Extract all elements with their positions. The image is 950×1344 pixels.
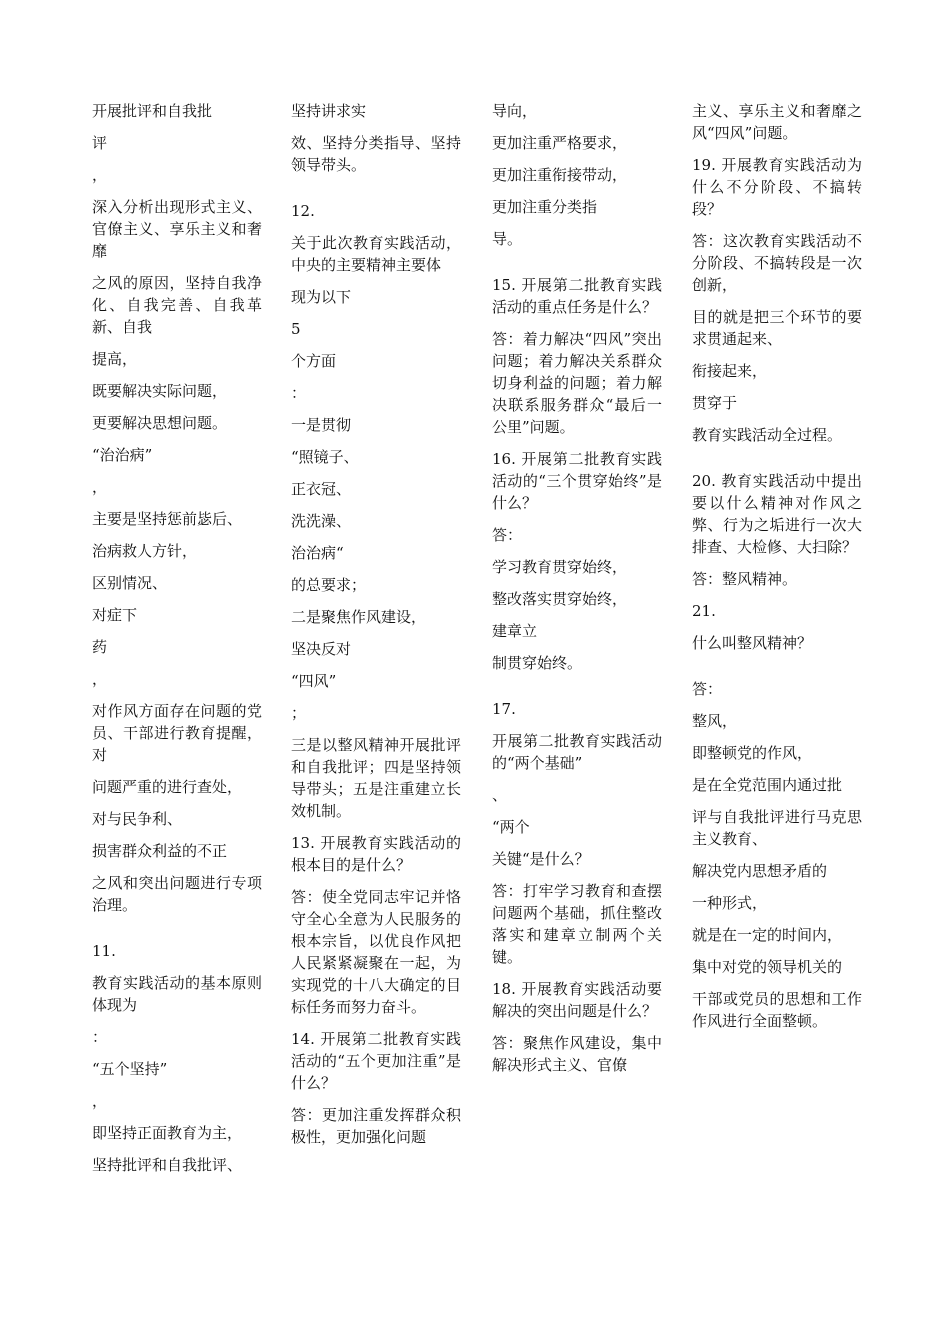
paragraph: 答：聚焦作风建设，集中解决形式主义、官僚 — [492, 1034, 662, 1074]
paragraph: 关于此次教育实践活动，中央的主要精神主要体 — [291, 234, 461, 274]
paragraph: ， — [92, 166, 108, 184]
paragraph: “照镜子、 — [291, 448, 359, 466]
paragraph: 深入分析出现形式主义、官僚主义、享乐主义和奢靡 — [92, 198, 262, 260]
paragraph: 教育实践活动的基本原则体现为 — [92, 974, 262, 1014]
text-column-1 — [92, 100, 262, 1186]
paragraph: 关键“是什么？ — [492, 850, 590, 868]
paragraph: 治病救人方针， — [92, 542, 198, 560]
paragraph: 现为以下 — [291, 288, 352, 306]
paragraph: 衔接起来， — [692, 362, 768, 380]
paragraph: 答：整风精神。 — [692, 570, 798, 588]
paragraph: 贯穿于 — [692, 394, 738, 412]
paragraph: 洗洗澡、 — [291, 512, 352, 530]
paragraph: 坚持讲求实 — [291, 102, 367, 120]
paragraph: 药 — [92, 638, 108, 656]
paragraph: 二是聚焦作风建设， — [291, 608, 427, 626]
paragraph: 坚决反对 — [291, 640, 352, 658]
text-column-3 — [492, 100, 662, 1086]
paragraph: 目的就是把三个环节的要求贯通起来、 — [692, 308, 862, 348]
paragraph: 更加注重分类指 — [492, 198, 598, 216]
paragraph: 对与民争利、 — [92, 810, 183, 828]
paragraph: 是在全党范围内通过批 — [692, 776, 843, 794]
paragraph: 学习教育贯穿始终， — [492, 558, 628, 576]
text-column-4 — [692, 100, 862, 1042]
paragraph: 一是贯彻 — [291, 416, 352, 434]
paragraph: 13. 开展教育实践活动的根本目的是什么？ — [291, 834, 461, 874]
paragraph: 答：这次教育实践活动不分阶段、不搞转段是一次创新， — [692, 232, 862, 294]
paragraph: 5 — [291, 320, 301, 338]
paragraph: 14. 开展第二批教育实践活动的“五个更加注重”是什么？ — [291, 1030, 461, 1092]
paragraph: 即整顿党的作风， — [692, 744, 813, 762]
paragraph: 的总要求； — [291, 576, 367, 594]
paragraph: ， — [92, 478, 108, 496]
paragraph: 导向， — [492, 102, 538, 120]
paragraph: “四风” — [291, 672, 337, 690]
paragraph: 答：使全党同志牢记并恪守全心全意为人民服务的根本宗旨，以优良作风把人民紧紧凝聚在一起，为实现党的十八大确定的目标任务而努力奋斗。 — [291, 888, 461, 1016]
paragraph: 导。 — [492, 230, 523, 248]
paragraph: 个方面 — [291, 352, 337, 370]
paragraph: 损害群众利益的不正 — [92, 842, 228, 860]
paragraph: 就是在一定的时间内， — [692, 926, 843, 944]
paragraph: 答： — [692, 680, 723, 698]
paragraph: 更加注重衔接带动， — [492, 166, 628, 184]
paragraph: 对作风方面存在问题的党员、干部进行教育提醒，对 — [92, 702, 262, 764]
paragraph: 开展第二批教育实践活动的“两个基础” — [492, 732, 662, 772]
paragraph: 教育实践活动全过程。 — [692, 426, 843, 444]
paragraph: 11. — [92, 942, 116, 960]
paragraph: 之风的原因，坚持自我净化、自我完善、自我革新、自我 — [92, 274, 262, 336]
paragraph: 答：打牢学习教育和查摆问题两个基础，抓住整改落实和建章立制两个关键。 — [492, 882, 662, 966]
paragraph: 制贯穿始终。 — [492, 654, 583, 672]
paragraph: 三是以整风精神开展批评和自我批评；四是坚持领导带头；五是注重建立长效机制。 — [291, 736, 461, 820]
paragraph: “五个坚持” — [92, 1060, 168, 1078]
paragraph: 开展批评和自我批 — [92, 102, 213, 120]
paragraph: 评 — [92, 134, 108, 152]
paragraph: 18. 开展教育实践活动要解决的突出问题是什么？ — [492, 980, 662, 1020]
paragraph: 答： — [492, 526, 523, 544]
paragraph: 问题严重的进行查处， — [92, 778, 243, 796]
paragraph: 更要解决思想问题。 — [92, 414, 228, 432]
paragraph: “治治病” — [92, 446, 153, 464]
paragraph: “两个 — [492, 818, 530, 836]
paragraph: 治治病“ — [291, 544, 344, 562]
paragraph: 对症下 — [92, 606, 138, 624]
paragraph: 什么叫整风精神？ — [692, 634, 813, 652]
paragraph: 坚持批评和自我批评、 — [92, 1156, 243, 1174]
paragraph: 、 — [492, 786, 508, 804]
paragraph: 答：着力解决“四风”突出问题；着力解决关系群众切身利益的问题；着力解决联系服务群众“最后一公里”问题。 — [492, 330, 662, 436]
paragraph: 正衣冠、 — [291, 480, 352, 498]
paragraph: 即坚持正面教育为主， — [92, 1124, 243, 1142]
paragraph: 解决党内思想矛盾的 — [692, 862, 828, 880]
paragraph: 12. — [291, 202, 315, 220]
paragraph: 19. 开展教育实践活动为什么不分阶段、不搞转段？ — [692, 156, 862, 218]
paragraph: 之风和突出问题进行专项治理。 — [92, 874, 262, 914]
paragraph: 答：更加注重发挥群众积极性，更加强化问题 — [291, 1106, 461, 1146]
paragraph: 更加注重严格要求， — [492, 134, 628, 152]
paragraph: 评与自我批评进行马克思主义教育、 — [692, 808, 862, 848]
paragraph: ； — [291, 704, 307, 722]
paragraph: 提高， — [92, 350, 138, 368]
paragraph: 主义、享乐主义和奢靡之风“四风”问题。 — [692, 102, 862, 142]
paragraph: 集中对党的领导机关的 — [692, 958, 843, 976]
paragraph: 建章立 — [492, 622, 538, 640]
paragraph: 干部或党员的思想和工作作风进行全面整顿。 — [692, 990, 862, 1030]
paragraph: 主要是坚持惩前毖后、 — [92, 510, 243, 528]
paragraph: ， — [92, 670, 108, 688]
paragraph: 区别情况、 — [92, 574, 168, 592]
paragraph: 17. — [492, 700, 516, 718]
paragraph: 21. — [692, 602, 716, 620]
paragraph: 效、坚持分类指导、坚持领导带头。 — [291, 134, 461, 174]
paragraph: 20. 教育实践活动中提出要以什么精神对作风之弊、行为之垢进行一次大排查、大检修、大扫除？ — [692, 472, 862, 556]
paragraph: 16. 开展第二批教育实践活动的“三个贯穿始终”是什么？ — [492, 450, 662, 512]
text-column-2 — [291, 100, 461, 1158]
paragraph: ： — [291, 384, 307, 402]
paragraph: 整风， — [692, 712, 738, 730]
paragraph: 一种形式， — [692, 894, 768, 912]
paragraph: 15. 开展第二批教育实践活动的重点任务是什么？ — [492, 276, 662, 316]
paragraph: 既要解决实际问题， — [92, 382, 228, 400]
paragraph: ： — [92, 1028, 108, 1046]
paragraph: 整改落实贯穿始终， — [492, 590, 628, 608]
paragraph: ， — [92, 1092, 108, 1110]
